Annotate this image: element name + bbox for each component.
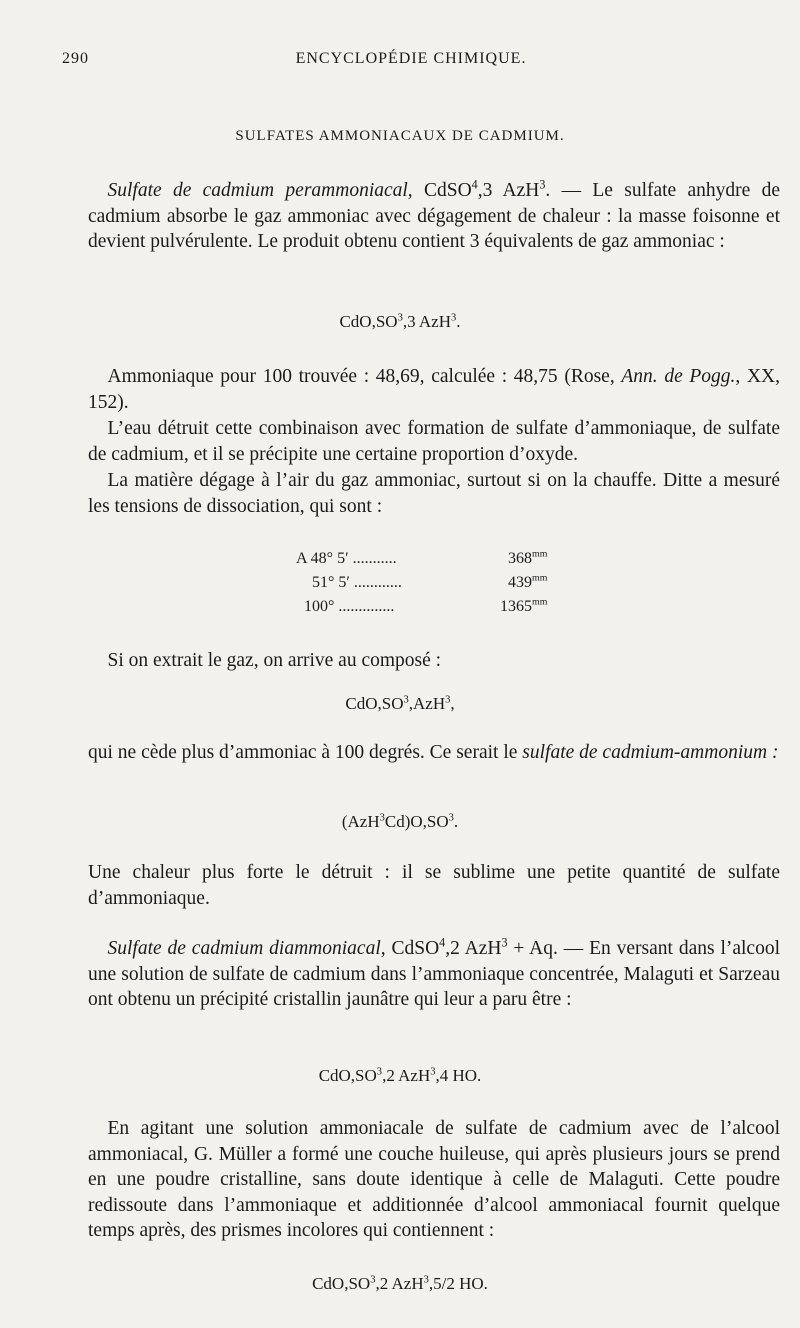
sup: 4: [471, 177, 478, 192]
tension-label: A 48° 5′ ...........: [296, 550, 397, 567]
paragraph-text: Si on extrait le gaz, on arrive au composé :: [107, 650, 442, 671]
paragraph-diammoniacal: [88, 936, 780, 1013]
paragraph-text: La matière dégage à l’air du gaz ammoniac, surtout si on la chauffe. Ditte a mesuré les tensions de dissociation, qui sont :: [88, 470, 780, 517]
paragraph-text: qui ne cède plus d’ammoniac à 100 degrés. Ce serait le: [88, 742, 523, 763]
paragraph-text: , XX, 152).: [88, 366, 780, 413]
formula-part: ,AzH: [408, 694, 446, 713]
compound-title-perammoniacal: Sulfate de cadmium perammoniacal,: [107, 180, 413, 201]
sup: 3: [445, 694, 451, 706]
formula-5: [0, 1274, 800, 1294]
formula-part: ,2 AzH: [375, 1274, 424, 1293]
paragraph-perammoniacal: [88, 178, 780, 255]
tension-row: [296, 574, 596, 596]
formula-part: ,3 AzH: [402, 312, 452, 331]
tension-value: [508, 550, 547, 568]
tension-value: [508, 574, 547, 592]
value: 439: [508, 574, 532, 591]
formula-part: CdO,SO: [339, 312, 398, 331]
formula-part: ,4 HO.: [435, 1066, 482, 1085]
paragraph-cadmium-ammonium: [88, 740, 780, 766]
paragraph-text: Une chaleur plus forte le détruit : il se sublime une petite quantité de sulfate d’ammoniaque.: [88, 862, 780, 909]
compound-title-diammoniacal: Sulfate de cadmium diammoniacal,: [107, 938, 386, 959]
sup: 3: [448, 812, 454, 824]
unit: mm: [532, 572, 548, 584]
paragraph-text: Ammoniaque pour 100 trouvée : 48,69, calculée : 48,75 (Rose,: [107, 366, 622, 387]
formula-part: ,5/2 HO.: [428, 1274, 488, 1293]
paragraph-muller: [88, 1116, 780, 1244]
value: 368: [508, 550, 532, 567]
sup: 3: [501, 935, 508, 950]
formula-4: [0, 1066, 800, 1086]
tension-value: [500, 598, 547, 616]
formula-part: CdO,SO: [318, 1066, 377, 1085]
formula-2: [0, 694, 800, 714]
sup: 3: [376, 1066, 383, 1078]
tension-row: [296, 550, 596, 572]
page-header: [62, 50, 760, 74]
paragraph-text: + Aq. — En versant dans l’alcool une solution de sulfate de cadmium dans l’ammoniaque concentrée, Malaguti et Sarzeau ont obtenu un précipité cristallin jaunâtre qui leur a paru être :: [88, 938, 781, 1010]
formula-part: (AzH: [341, 812, 380, 831]
formula-1: [0, 312, 800, 332]
paragraph-text: En agitant une solution ammoniacale de sulfate de cadmium avec de l’alcool ammoniacal, G. Müller a formé une couche huileuse, qui après plusieurs jours se prend en une poudre cristalline, sans doute identique à celle de Malaguti. Cette poudre redissoute dans l’ammoniaque et additionnée d’alcool ammoniacal fournit quelque temps après, des prismes incolores qui contiennent :: [88, 1118, 780, 1241]
unit: mm: [532, 548, 548, 560]
sup: 4: [439, 935, 446, 950]
sup: 3: [423, 1274, 429, 1286]
paragraph-text: . — Le sulfate anhydre de cadmium absorbe le gaz ammoniac avec dégagement de chaleur : la masse foisonne et devient pulvérulente. Le produit obtenu contient 3 équivalents de gaz ammoniac :: [88, 180, 780, 252]
paragraph-extrait: [88, 648, 780, 674]
section-title: SULFATES AMMONIACAUX DE CADMIUM.: [235, 128, 565, 144]
sup: 3: [539, 177, 546, 192]
formula-part: CdSO: [385, 938, 440, 959]
paragraph-matiere: [88, 468, 780, 519]
page-number: 290: [62, 50, 89, 67]
compound-name-italic: sulfate de cadmium-ammonium :: [522, 742, 779, 763]
unit: mm: [532, 596, 548, 608]
formula-part: ,2 AzH: [445, 938, 502, 959]
tension-row: [296, 598, 596, 620]
paragraph-ammoniaque: [88, 364, 780, 415]
running-title: ENCYCLOPÉDIE CHIMIQUE.: [295, 50, 527, 67]
paragraph-text: L’eau détruit cette combinaison avec formation de sulfate d’ammoniaque, de sulfate de cadmium, et il se précipite une certaine proportion d’oxyde.: [88, 418, 780, 465]
value: 1365: [500, 598, 532, 615]
citation-italic: Ann. de Pogg.: [621, 366, 736, 387]
formula-part: ,: [450, 694, 455, 713]
paragraph-chaleur: [88, 860, 780, 911]
formula-part: CdO,SO: [312, 1274, 371, 1293]
formula-part: .: [456, 312, 461, 331]
formula-part: ,2 AzH: [382, 1066, 431, 1085]
sup: 3: [370, 1274, 376, 1286]
formula-3: [0, 812, 800, 832]
sup: 3: [403, 694, 409, 706]
formula-part: Cd)O,SO: [384, 812, 449, 831]
paragraph-eau: [88, 416, 780, 467]
sup: 3: [379, 812, 385, 824]
sup: 3: [397, 312, 403, 324]
formula-inline-b: ,3 AzH: [477, 180, 540, 201]
sup: 3: [451, 312, 457, 324]
sup: 3: [430, 1066, 436, 1078]
formula-part: CdO,SO: [345, 694, 404, 713]
tension-label: 51° 5′ ............: [312, 574, 402, 591]
formula-part: .: [453, 812, 459, 831]
formula-inline-a: CdSO: [423, 180, 472, 201]
tension-label: 100° ..............: [304, 598, 395, 615]
